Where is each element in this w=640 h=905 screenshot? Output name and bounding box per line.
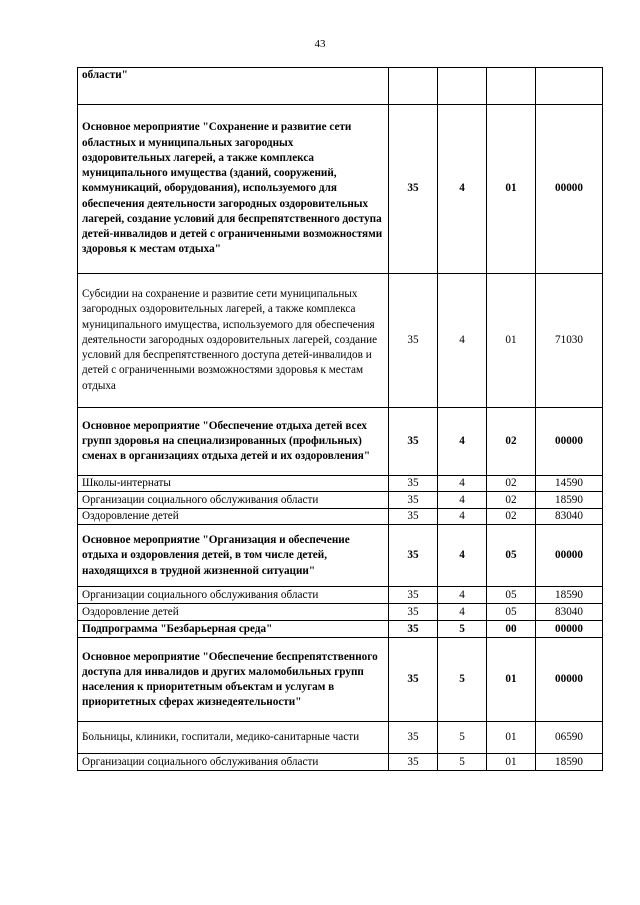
row-code-4-cell: 00000 — [536, 105, 603, 274]
row-code-3-cell: 02 — [487, 509, 536, 525]
row-code-4-cell: 00000 — [536, 408, 603, 476]
row-code-1-cell: 35 — [389, 722, 438, 754]
row-code-2-cell: 4 — [438, 492, 487, 509]
row-code-1-cell: 35 — [389, 274, 438, 408]
row-code-2-cell: 4 — [438, 476, 487, 492]
row-code-4-cell: 18590 — [536, 754, 603, 771]
table-row — [78, 68, 603, 105]
row-code-1-cell: 35 — [389, 754, 438, 771]
row-code-2-cell: 4 — [438, 408, 487, 476]
row-code-2-cell: 5 — [438, 722, 487, 754]
row-code-1-cell: 35 — [389, 492, 438, 509]
budget-classification-table — [77, 67, 603, 771]
row-code-1-cell: 35 — [389, 509, 438, 525]
row-code-1-cell: 35 — [389, 408, 438, 476]
table-row — [78, 492, 603, 509]
row-name-cell: Организации социального обслуживания области — [78, 492, 389, 509]
row-name-cell: Основное мероприятие "Обеспечение беспрепятственного доступа для инвалидов и других маломобильных групп населения к приоритетным объектам и услугам в приоритетных сферах жизнедеятельности" — [78, 638, 389, 722]
row-code-4-cell: 83040 — [536, 509, 603, 525]
row-code-3-cell: 01 — [487, 722, 536, 754]
row-code-3-cell: 02 — [487, 476, 536, 492]
table-row — [78, 525, 603, 587]
table-row — [78, 408, 603, 476]
row-code-1-cell: 35 — [389, 525, 438, 587]
row-code-1-cell: 35 — [389, 604, 438, 621]
row-code-2-cell: 4 — [438, 274, 487, 408]
row-code-2-cell: 4 — [438, 509, 487, 525]
row-code-3-cell: 00 — [487, 621, 536, 638]
row-code-1-cell: 35 — [389, 587, 438, 604]
row-code-4-cell: 18590 — [536, 587, 603, 604]
row-code-2-cell: 5 — [438, 754, 487, 771]
row-code-4-cell: 18590 — [536, 492, 603, 509]
row-code-2-cell: 5 — [438, 621, 487, 638]
row-code-1-cell: 35 — [389, 105, 438, 274]
row-code-4-cell: 83040 — [536, 604, 603, 621]
row-code-4-cell: 14590 — [536, 476, 603, 492]
row-code-4-cell: 00000 — [536, 638, 603, 722]
row-code-2-cell: 4 — [438, 525, 487, 587]
row-code-1-cell: 35 — [389, 638, 438, 722]
row-name-cell: Субсидии на сохранение и развитие сети муниципальных загородных оздоровительных лагерей, а также комплекса муниципального имущества, используемого для обеспечения деятельности загородных оздоровительных лагерей, создание условий для беспрепятственного доступа детей-инвалидов и детей с ограниченными возможностями здоровья к местам отдыха — [78, 274, 389, 408]
table-row — [78, 509, 603, 525]
row-code-3-cell: 01 — [487, 638, 536, 722]
page-number: 43 — [314, 38, 326, 50]
row-name-cell: Организации социального обслуживания области — [78, 754, 389, 771]
table-row — [78, 638, 603, 722]
row-code-3-cell: 05 — [487, 587, 536, 604]
row-code-4-cell: 00000 — [536, 621, 603, 638]
row-name-cell: Больницы, клиники, госпитали, медико-санитарные части — [78, 722, 389, 754]
row-code-2-cell: 4 — [438, 587, 487, 604]
row-code-1-cell: 35 — [389, 476, 438, 492]
row-code-3-cell: 01 — [487, 754, 536, 771]
row-code-3-cell: 02 — [487, 408, 536, 476]
row-code-3-cell: 01 — [487, 105, 536, 274]
row-code-4-cell: 00000 — [536, 525, 603, 587]
table-row — [78, 274, 603, 408]
row-code-3-cell: 01 — [487, 274, 536, 408]
table-row — [78, 587, 603, 604]
table-row — [78, 621, 603, 638]
row-code-3-cell: 05 — [487, 604, 536, 621]
row-code-4-cell: 06590 — [536, 722, 603, 754]
row-code-1-cell — [389, 68, 438, 105]
row-name-cell: Основное мероприятие "Организация и обеспечение отдыха и оздоровления детей, в том числе детей, находящихся в трудной жизненной ситуации" — [78, 525, 389, 587]
row-name-cell: Основное мероприятие "Сохранение и развитие сети областных и муниципальных загородных оздоровительных лагерей, а также комплекса муниципального имущества (зданий, сооружений, коммуникаций, оборудования), используемого для обеспечения деятельности загородных оздоровительных лагерей, создание условий для беспрепятственного доступа детей-инвалидов и детей с ограниченными возможностями здоровья к местам отдыха" — [78, 105, 389, 274]
row-code-2-cell: 5 — [438, 638, 487, 722]
row-code-1-cell: 35 — [389, 621, 438, 638]
table-row — [78, 722, 603, 754]
table-row — [78, 754, 603, 771]
row-code-2-cell: 4 — [438, 604, 487, 621]
table-row — [78, 476, 603, 492]
row-name-cell: Оздоровление детей — [78, 604, 389, 621]
row-name-cell: Основное мероприятие "Обеспечение отдыха детей всех групп здоровья на специализированных (профильных) сменах в организациях отдыха детей и их оздоровления" — [78, 408, 389, 476]
row-code-2-cell: 4 — [438, 105, 487, 274]
row-code-4-cell — [536, 68, 603, 105]
row-code-3-cell — [487, 68, 536, 105]
row-name-cell: Школы-интернаты — [78, 476, 389, 492]
row-name-cell: Оздоровление детей — [78, 509, 389, 525]
row-code-4-cell: 71030 — [536, 274, 603, 408]
row-name-cell: области" — [78, 68, 389, 105]
row-code-3-cell: 02 — [487, 492, 536, 509]
row-name-cell: Организации социального обслуживания области — [78, 587, 389, 604]
row-code-2-cell — [438, 68, 487, 105]
table-row — [78, 604, 603, 621]
row-name-cell: Подпрограмма "Безбарьерная среда" — [78, 621, 389, 638]
table-row — [78, 105, 603, 274]
table-body — [78, 68, 603, 771]
row-code-3-cell: 05 — [487, 525, 536, 587]
